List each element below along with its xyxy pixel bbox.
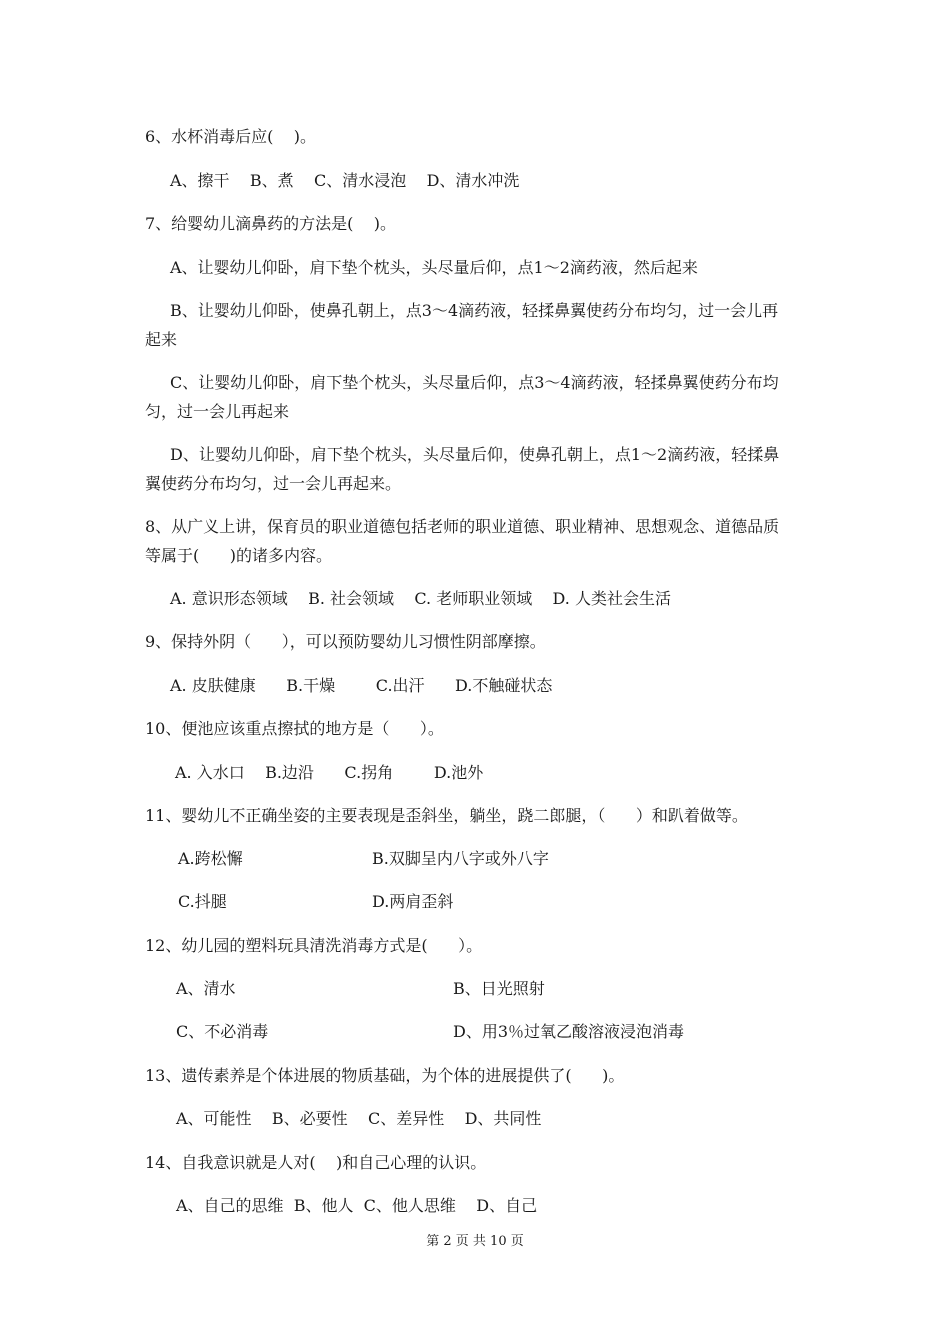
question-7-option-d-line2: 翼使药分布均匀，过一会儿再起来。	[145, 474, 402, 493]
question-11-option-a: A.跨松懈	[178, 849, 243, 868]
question-7-option-c-line2: 匀，过一会儿再起来	[145, 402, 290, 421]
question-11-option-d: D.两肩歪斜	[372, 892, 454, 911]
question-9-stem: 9、保持外阴（ ），可以预防婴幼儿习惯性阴部摩擦。	[145, 632, 546, 651]
question-7-stem: 7、给婴幼儿滴鼻药的方法是( )。	[145, 214, 397, 233]
question-8-stem-line2: 等属于( )的诸多内容。	[145, 546, 333, 565]
question-7-option-b-line1: B、让婴幼儿仰卧，使鼻孔朝上，点3～4滴药液，轻揉鼻翼使药分布均匀，过一会儿再	[170, 301, 779, 320]
question-12-option-a: A、清水	[176, 979, 236, 998]
question-6-options: A、擦干 B、煮 C、清水浸泡 D、清水冲洗	[170, 171, 520, 190]
question-12-stem: 12、幼儿园的塑料玩具清洗消毒方式是( ）。	[145, 936, 483, 955]
question-7-option-b-line2: 起来	[145, 330, 178, 349]
question-7-option-a: A、让婴幼儿仰卧，肩下垫个枕头，头尽量后仰，点1～2滴药液，然后起来	[170, 258, 698, 277]
question-12-option-b: B、日光照射	[453, 979, 545, 998]
question-12-option-d: D、用3％过氧乙酸溶液浸泡消毒	[453, 1022, 685, 1041]
question-10-options: A. 入水口 B.边沿 C.拐角 D.池外	[175, 763, 484, 782]
page-number-footer: 第 2 页 共 10 页	[426, 1234, 524, 1249]
question-12-option-c: C、不必消毒	[176, 1022, 269, 1041]
question-13-options: A、可能性 B、必要性 C、差异性 D、共同性	[176, 1109, 542, 1128]
question-6-stem: 6、水杯消毒后应( )。	[145, 127, 317, 146]
question-7-option-c-line1: C、让婴幼儿仰卧，肩下垫个枕头，头尽量后仰，点3～4滴药液，轻揉鼻翼使药分布均	[170, 373, 779, 392]
question-8-options: A. 意识形态领域 B. 社会领域 C. 老师职业领域 D. 人类社会生活	[170, 589, 671, 608]
question-10-stem: 10、便池应该重点擦拭的地方是（ ）。	[145, 719, 444, 738]
question-7-option-d-line1: D、让婴幼儿仰卧，肩下垫个枕头，头尽量后仰，使鼻孔朝上，点1～2滴药液，轻揉鼻	[170, 445, 780, 464]
question-11-option-c: C.抖腿	[178, 892, 227, 911]
question-14-options: A、自己的思维 B、他人 C、他人思维 D、自己	[176, 1196, 538, 1215]
question-14-stem: 14、自我意识就是人对( )和自己心理的认识。	[145, 1153, 487, 1172]
question-11-stem: 11、婴幼儿不正确坐姿的主要表现是歪斜坐，躺坐，跷二郎腿，（ ）和趴着做等。	[145, 806, 748, 825]
question-9-options: A. 皮肤健康 B.干燥 C.出汗 D.不触碰状态	[170, 676, 553, 695]
question-13-stem: 13、遗传素养是个体进展的物质基础，为个体的进展提供了( )。	[145, 1066, 625, 1085]
question-8-stem-line1: 8、从广义上讲，保育员的职业道德包括老师的职业道德、职业精神、思想观念、道德品质	[145, 517, 780, 536]
question-11-option-b: B.双脚呈内八字或外八字	[372, 849, 549, 868]
